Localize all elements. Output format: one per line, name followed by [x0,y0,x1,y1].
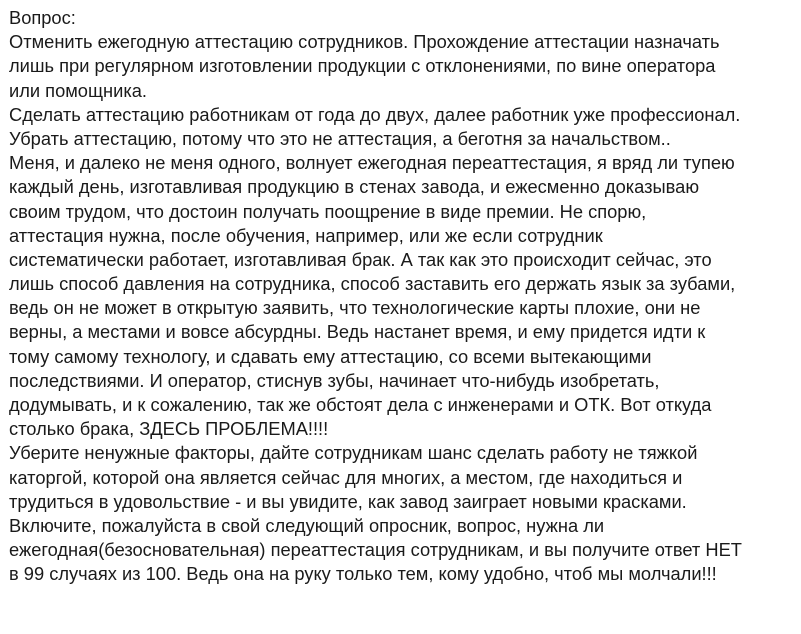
document-text [9,6,794,587]
text-line: додумывать, и к сожалению, так же обстоят дела с инженерами и ОТК. Вот откуда [9,394,712,415]
text-line: аттестация нужна, после обучения, например, или же если сотрудник [9,224,603,246]
text-line: трудиться в удовольствие - и вы увидите, как завод заиграет новыми красками. [9,490,687,512]
text-line: столько брака, ЗДЕСЬ ПРОБЛЕМА!!!! [9,418,329,440]
text-line: тому самому технологу, и сдавать ему аттестацию, со всеми вытекающими [9,345,652,367]
text-line: Меня, и далеко не меня одного, волнует ежегодная переаттестация, я вряд ли тупею [9,152,735,174]
text-line: или помощника. [9,79,147,101]
question-heading: Вопрос: [9,7,76,28]
text-line: систематически работает, изготавливая брак. А так как это происходит сейчас, это [9,248,712,270]
text-line: верны, а местами и вовсе абсурдны. Ведь настанет время, и ему придется идти к [9,321,706,343]
text-line: ведь он не может в открытую заявить, что технологические карты плохие, они не [9,297,701,319]
text-line: лишь способ давления на сотрудника, способ заставить его держать язык за зубами, [9,273,736,295]
text-line: каждый день, изготавливая продукцию в стенах завода, и ежесменно доказываю [9,176,700,198]
text-line: последствиями. И оператор, стиснув зубы, начинает что-нибудь изобретать, [9,369,660,391]
text-line: Сделать аттестацию работникам от года до двух, далее работник уже профессионал. [9,103,741,125]
text-line: Уберите ненужные факторы, дайте сотрудникам шанс сделать работу не тяжкой [9,442,698,464]
text-line: каторгой, которой она является сейчас для многих, а местом, где находиться и [9,466,683,488]
text-line: своим трудом, что достоин получать поощрение в виде премии. Не спорю, [9,200,647,222]
text-line: Включите, пожалуйста в свой следующий опросник, вопрос, нужна ли [9,514,605,536]
text-line: Убрать аттестацию, потому что это не аттестация, а беготня за начальством.. [9,127,671,149]
text-line: лишь при регулярном изготовлении продукции с отклонениями, по вине оператора [9,55,716,77]
text-line: ежегодная(безосновательная) переаттестация сотрудникам, и вы получите ответ НЕТ [9,539,742,561]
text-line: Отменить ежегодную аттестацию сотрудников. Прохождение аттестации назначать [9,31,720,53]
text-line: в 99 случаях из 100. Ведь она на руку только тем, кому удобно, чтоб мы молчали!!! [9,563,717,585]
